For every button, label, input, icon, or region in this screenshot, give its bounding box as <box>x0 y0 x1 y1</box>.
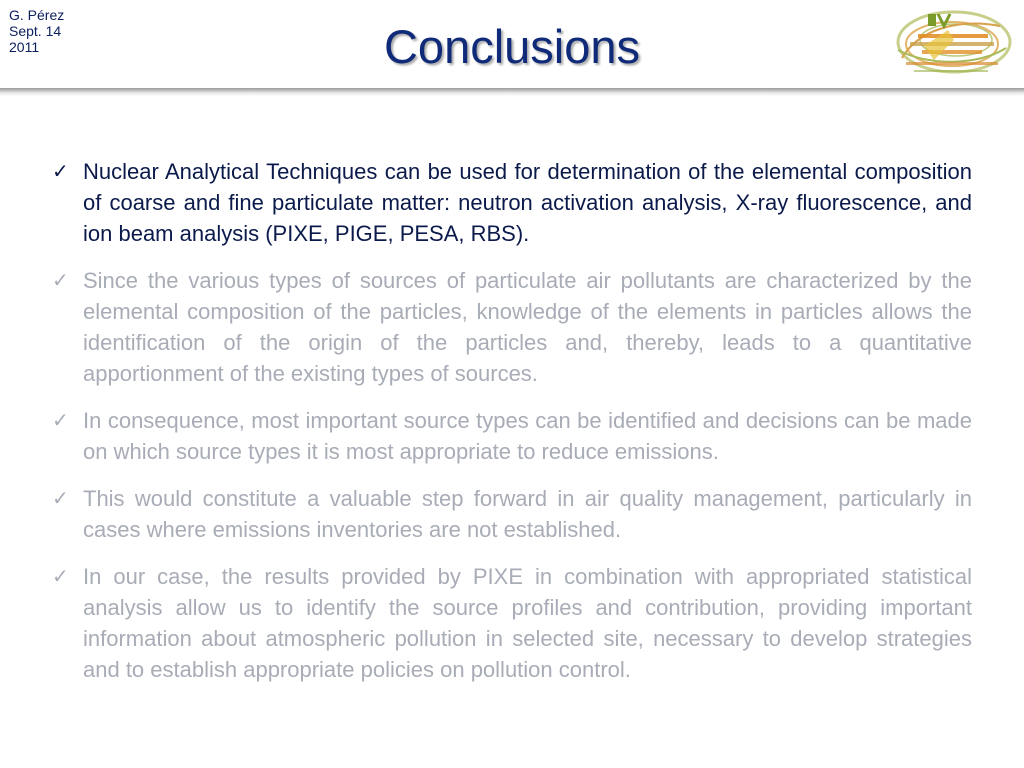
checkmark-icon: ✓ <box>52 268 69 292</box>
author-name: G. Pérez <box>9 7 65 23</box>
list-item <box>50 156 972 249</box>
checkmark-icon: ✓ <box>52 159 69 183</box>
bullet-text: In consequence, most important source types can be identified and decisions can be made on which source types it is most appropriate to reduce emissions. <box>83 408 972 464</box>
list-item <box>50 405 972 467</box>
checkmark-icon: ✓ <box>52 564 69 588</box>
bullet-text: In our case, the results provided by PIXE in combination with appropriated statistical analysis allow us to identify the source profiles and contribution, providing important information about atmospheric pollution in selected site, necessary to develop strategies and to establish appropriate policies on pollution control. <box>83 564 972 682</box>
list-item <box>50 265 972 389</box>
presentation-date: Sept. 14 <box>9 23 62 39</box>
bullet-text: This would constitute a valuable step forward in air quality management, particularly in cases where emissions inventories are not established. <box>83 486 972 542</box>
slide-title: Conclusions <box>383 20 641 73</box>
conclusions-list <box>50 156 972 701</box>
bullet-text: Since the various types of sources of particulate air pollutants are characterized by the elemental composition of the particles, knowledge of the elements in particles allows the identification of the origin of the particles and, thereby, leads to a quantitative apportionment of the existing types of sources. <box>83 268 972 386</box>
presentation-year: 2011 <box>9 39 40 55</box>
list-item <box>50 483 972 545</box>
checkmark-icon: ✓ <box>52 408 69 432</box>
bullet-text: Nuclear Analytical Techniques can be used for determination of the elemental composition of coarse and fine particulate matter: neutron activation analysis, X-ray fluorescence, and ion beam analysis (PIXE, PIGE, PESA, RBS). <box>83 159 972 246</box>
checkmark-icon: ✓ <box>52 486 69 510</box>
conference-logo-icon <box>888 0 1012 84</box>
list-item <box>50 561 972 685</box>
header-divider-shadow <box>0 92 1024 96</box>
